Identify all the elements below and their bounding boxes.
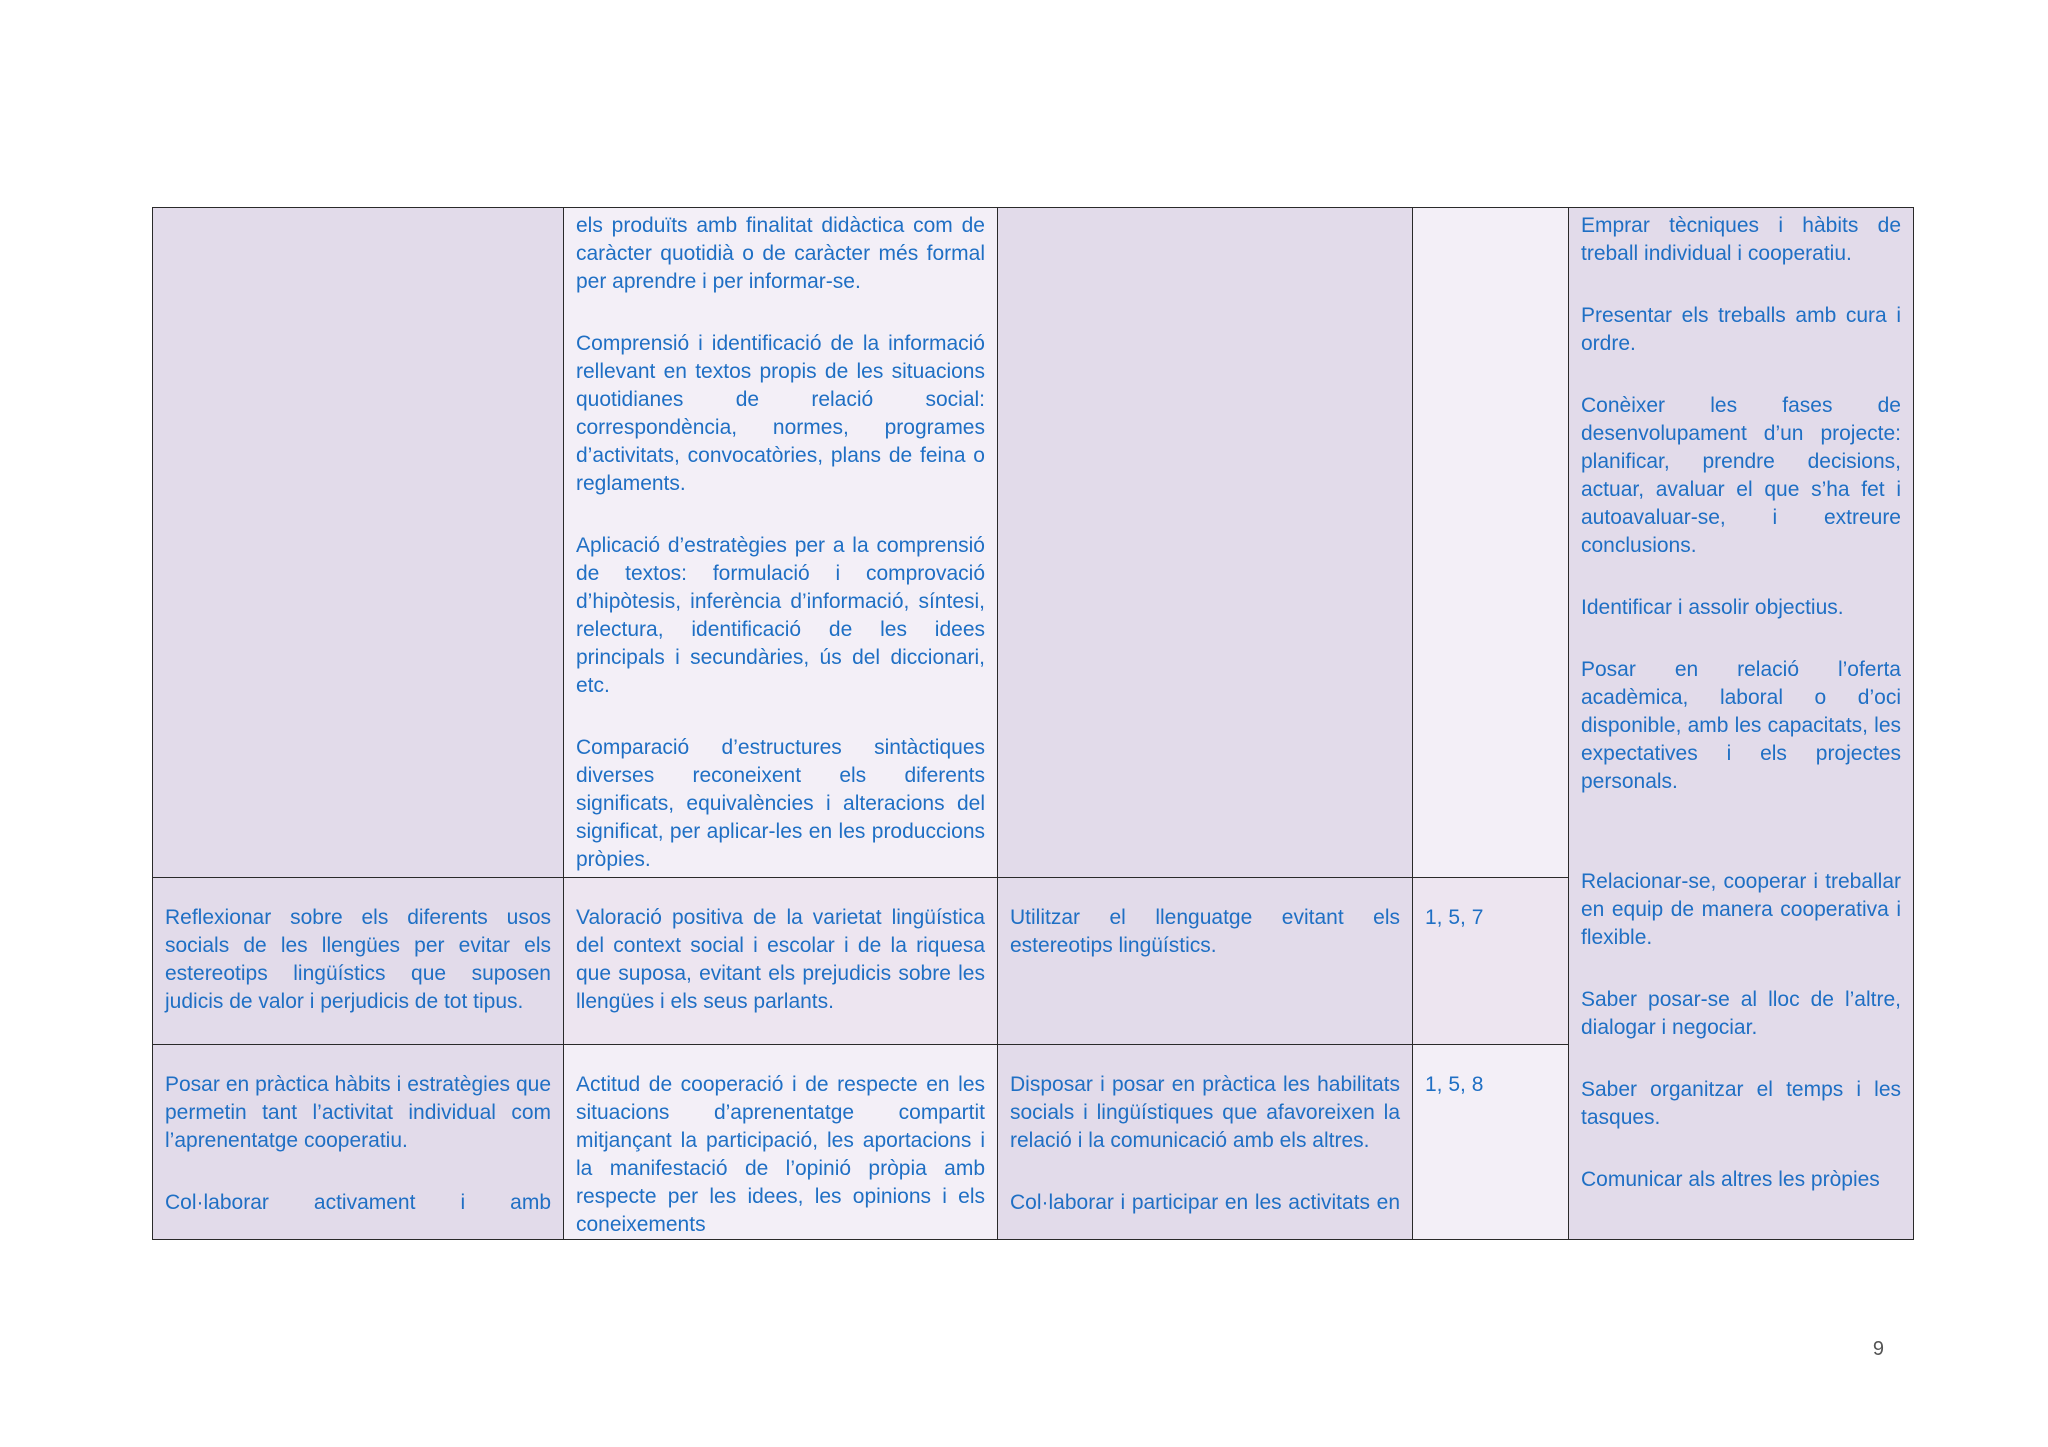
competence-paragraph: Identificar i assolir objectius. [1581, 596, 1844, 619]
objective-text: Reflexionar sobre els diferents usos socials de les llengües per evitar els estereotips lingüístics que suposen judicis de valor i perjudicis de tot tipus. [165, 906, 551, 1013]
competence-paragraph: Posar en relació l’oferta acadèmica, laboral o d’oci disponible, amb les capacitats, les expectatives i els projectes personals. [1581, 658, 1901, 793]
competence-paragraph: Comunicar als altres les pròpies [1581, 1168, 1880, 1191]
competence-numbers: 1, 5, 7 [1425, 906, 1484, 929]
content-paragraph: Comparació d’estructures sintàctiques diverses reconeixent els diferents significats, equivalències i alteracions del significat, per aplicar-les en les produccions pròpies. [576, 736, 985, 871]
criteria-cell [998, 1045, 1413, 1240]
content-paragraph: Comprensió i identificació de la informació rellevant en textos propis de les situacions quotidianes de relació social: correspondència, normes, programes d’activitats, convocatòries, plans de feina o reglaments. [576, 332, 985, 495]
criteria-text: Utilitzar el llenguatge evitant els estereotips lingüístics. [1010, 906, 1400, 957]
objectives-cell [153, 208, 564, 878]
competence-paragraph: Relacionar-se, cooperar i treballar en equip de manera cooperativa i flexible. [1581, 870, 1901, 949]
competence-numbers: 1, 5, 8 [1425, 1073, 1484, 1096]
objective-text: Col·laborar activament i amb [165, 1191, 551, 1214]
competences-cell [1413, 878, 1569, 1045]
table-row [153, 208, 1914, 878]
competence-paragraph: Saber posar-se al lloc de l’altre, dialogar i negociar. [1581, 988, 1901, 1039]
competence-paragraph: Presentar els treballs amb cura i ordre. [1581, 304, 1901, 355]
criteria-text: Col·laborar i participar en les activitats en [1010, 1191, 1400, 1214]
criteria-cell [998, 208, 1413, 878]
competence-paragraph: Saber organitzar el temps i les tasques. [1581, 1078, 1901, 1129]
objective-text: Posar en pràctica hàbits i estratègies que permetin tant l’activitat individual com l’aprenentatge cooperatiu. [165, 1073, 551, 1152]
contents-cell [564, 1045, 998, 1240]
criteria-cell [998, 878, 1413, 1045]
content-table [152, 207, 1914, 1240]
content-paragraph: els produïts amb finalitat didàctica com de caràcter quotidià o de caràcter més formal per aprendre i per informar-se. [576, 214, 985, 293]
basic-competences-cell [1569, 208, 1914, 1240]
competences-cell [1413, 208, 1569, 878]
objectives-cell [153, 1045, 564, 1240]
competences-cell [1413, 1045, 1569, 1240]
objectives-cell [153, 878, 564, 1045]
content-paragraph: Aplicació d’estratègies per a la comprensió de textos: formulació i comprovació d’hipòtesis, inferència d’informació, síntesi, relectura, identificació de les idees principals i secundàries, ús del diccionari, etc. [576, 534, 985, 697]
page-number: 9 [1872, 1338, 1884, 1360]
spacer [1581, 796, 1901, 868]
contents-cell [564, 878, 998, 1045]
content-text: Actitud de cooperació i de respecte en les situacions d’aprenentatge compartit mitjançant la participació, les aportacions i la manifestació de l’opinió pròpia amb respecte per les idees, les opinions i els coneixements [576, 1073, 985, 1236]
competence-paragraph: Conèixer les fases de desenvolupament d’un projecte: planificar, prendre decisions, actuar, avaluar el que s’ha fet i autoavaluar-se, i extreure conclusions. [1581, 394, 1901, 557]
contents-cell [564, 208, 998, 878]
criteria-text: Disposar i posar en pràctica les habilitats socials i lingüístiques que afavoreixen la relació i la comunicació amb els altres. [1010, 1073, 1400, 1152]
content-text: Valoració positiva de la varietat lingüística del context social i escolar i de la riquesa que suposa, evitant els prejudicis sobre les llengües i els seus parlants. [576, 906, 985, 1013]
competence-paragraph: Emprar tècniques i hàbits de treball individual i cooperatiu. [1581, 214, 1901, 265]
